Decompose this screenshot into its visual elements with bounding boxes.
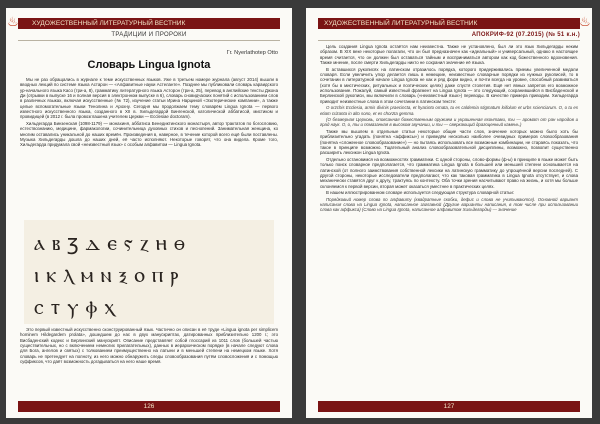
glyph-row: ⲥ ⲧ ⲩ ⲫ ⲭ bbox=[34, 295, 115, 320]
alphabet-glyphs bbox=[24, 220, 274, 324]
issue-info: АПОКРИФ-92 (07.2015) (№ 51 к.н.) bbox=[471, 32, 580, 38]
left-intro-text bbox=[20, 77, 278, 217]
flame-emblem-icon: ♨ bbox=[579, 14, 591, 29]
paragraph: В нашем иллюстрированном словаре используется следующая структура словарной статьи: bbox=[326, 190, 515, 196]
page-number: 127 bbox=[443, 403, 455, 410]
left-page-header bbox=[7, 14, 280, 29]
page-number-bar bbox=[18, 401, 280, 412]
section-heading: ТРАДИЦИИ И ПРОРОКИ bbox=[111, 32, 187, 38]
right-header-text: ХУДОЖЕСТВЕННЫЙ ЛИТЕРАТУРНЫЙ ВЕСТНИК bbox=[324, 20, 478, 27]
right-page-header bbox=[318, 14, 591, 29]
paragraph: Также мы вышлем в отдельные статьи некоторые общие части слов, значение которых можно было хоть бы приблизительно угадать (понятна «аффиксы») и приведём несколько наиболее очевидных примеров словообразования (понятна «сложенное словообразование») — но пытаясь использовать все возможные комбинации, не стараясь показать, что такое в принципе возможно. Тщательный анализ словообразовательной дисциплины, возможно, позволит существенно расширить лексикон Lingua Ignota. bbox=[320, 128, 578, 156]
paragraph: Мы не раз обращались в журнале к теме искусственных языков. Уже в третьем номере журнала (август 2014) вышли в вводных лекций по системе языка Астарон — «Алфавитные науки Астеланте». Позднее мы публиковали словарь караидского ур-начального языка Касо (три-а, 8), грамматику литературного языка Асторон (три-а, 25), перевод в английские тексты Джона Ди (отрывки в выпуске 16 и полная версия в электронном выпуске в 6), словарь сновидчаских понятий с использованием слов в различных языках, включая искусственные (№ 72), изучение статьи Ирина Нарциной «Эзотерические компании», а также целые вспомогательные языки Тенолина и Арохну. Сегодня мы продолжаем тему словарём Lingua Ignota — первого известного искусственного языка, созданного в XII в. Хильдегардой Бингенской, католической аббатисой, мистиком и провидицей (в 2012 г. была провозглашена учителем Церкви — Ecclesiae doctoram). bbox=[20, 77, 278, 120]
article-title: Словарь Lingua Ignota bbox=[87, 59, 211, 71]
right-page bbox=[306, 8, 592, 418]
latin-quote: O orzchis Ecclesia, armis divinis praecincta, et hyacinto ornata, tu es caldemia stigmatum loifolum et urbs scienciarum. O, o tu es etiam crizanta in alto sono, et es chorzta gemma. bbox=[320, 105, 578, 116]
paragraph: Хильдегарда Бинзенская (1098-1179) — монахиня, аббатиса Бенедиктинского монастыря, автор трактатов по богословию, естествознанию, медицине, фармакологии, сочинительница духовных стихов и песнопений. Занимательная женщина, ко многим оставались уникальной до наших времён. Произведения в, наверное, в течение которой всего ещё были поставлены. Музыка Хильдегарды дошла до наших дней, её часто исполняют. Некоторые говорят, что она видела. Кроме того, Хильдегарда придумала свой «неизвестный язык» с особым алфавитом — Lingua Ignota. bbox=[20, 120, 278, 148]
article-author: Гг. Nyerlathotep Otto bbox=[226, 50, 278, 56]
divider bbox=[18, 40, 280, 41]
glyph-row: ⲓ ⲕ ⲗ ⲙ ⲛ ⲝ ⲟ ⲡ ⲣ bbox=[34, 263, 179, 288]
paragraph: Отдельно остановимся на возможностях грамматики. С одной стороны, слово-формы (ф-ы) в принципе в языке может быть только поиск словарное предполагается, что грамматика Lingua Ignota в большей или меньшей степени основывается на латинской (от полного заимствования собственной лексики на латинскую грамматику до упрощённой версии последней). С другой стороны, некоторые исследователи предполагают, что как таковая грамматика в Lingua Ignota отсутствует, и слова механически ставятся друг к другу, трактуясь по контексту. Оба точки зрения насчитывают право на жизнь, и хотя мы больше склоняемся к первой версии, вторая может оказаться уместнее в практических целях. bbox=[320, 156, 578, 189]
left-header-text: ХУДОЖЕСТВЕННЫЙ ЛИТЕРАТУРНЫЙ ВЕСТНИК bbox=[32, 20, 186, 27]
paragraph: Цель создания Lingua Ignota остаётся нам неизвестна. Также не установлено, был ли это язык Хильдегарды неким образом. В XIX веке некоторые полагали, что он был предназначен как «идеальный» и универсальный, однако в настоящее время считается, что он должен был оставаться тайным и восприниматься автором как код божественного вдохновения. Также мнение, после смерти Хильдегарды никто не сохранил значение её языка. bbox=[320, 44, 578, 66]
left-page bbox=[6, 8, 292, 418]
paragraph: Это первый известный искусственно сконструированный язык. Частично он описан в её труде «Lingua ignota per simplicem hominem Hildegardem prolata», дошедшем до нас в двух манускриптах, датированных приблизительно 1200 г.; это Висбаденский кодекс и Берлинский манускрипт. Описание представляет собой глоссарий из 1011 слов (большей частью существительных, но с включением немногих прилагательных), данных в иерархическом порядке (в начале следуют слова для Бога, ангелов и святых) с толкованием преимущественно на латыни и в меньшей степени на немецком языке. Хотя словарь не претендует на полноту, из него можно обнаружить следы словообразования путём словосложения и с помощью суффиксов, что даёт возможность догадываться на него наше время. bbox=[20, 327, 278, 365]
glyph-row: ⲁ ⲃ ⳅ ⲇ ⲉ ⲋ ⲍ ⲏ ⲑ bbox=[34, 231, 185, 256]
left-body-text bbox=[20, 327, 278, 395]
manuscript-alphabet-image bbox=[24, 220, 274, 324]
page-number: 126 bbox=[143, 403, 155, 410]
flame-emblem-icon: ♨ bbox=[7, 14, 19, 29]
paragraph: В аставшихся рукописях на латинском отразилось порядка, которого придерживались приемы увеличенной медали словаря. Если увеличить упор делается лишь в немецкие, неизвестные словарные порядки из нужных рукописей, то в сочетании в литературной начале Lingua Ignota не как и ряд форм видно, и почти всегда на уровне, способный развиваться (хотя бы в мистических, ритуальных и поэтических целях) даже спустя столетия. Ещё нет явных запретов его возможное использование. Пожалуй, самый известный фрагмент на Lingua Ignota — это следующий, сохранившийся в Висбаденской и Берлинской рукописи, мы включили в словарь («неизвестный язык») переводы. В качестве примера приводим. Хильдегарда приводит неизвестные слова в этом сочетании в латинском тексте: bbox=[320, 66, 578, 104]
right-body-text bbox=[320, 44, 578, 396]
translation-quote: (О безмерная Церковь, опоясанная божественным оружием и украшенная яхонтами, ты — аромат от ран народов и град наук. О, о, ты и помазанная в высоком звучании, и ты — сверкающий драгоценный камень.) bbox=[320, 117, 578, 128]
paragraph: Порядковый номер слова по алфавиту (квадратные скобки, дефис и слова не учитываются). Основной вариант написания слова на Lingua Ignota, написанное заглавной (Другие варианты написания, в том числе при использовании слова как аффикса) (Слово на Lingua Ignota, написанное алфавитом Хильдегарды) — значение bbox=[320, 196, 578, 213]
page-number-bar bbox=[318, 401, 580, 412]
divider bbox=[318, 40, 580, 41]
issue-line bbox=[318, 32, 580, 38]
